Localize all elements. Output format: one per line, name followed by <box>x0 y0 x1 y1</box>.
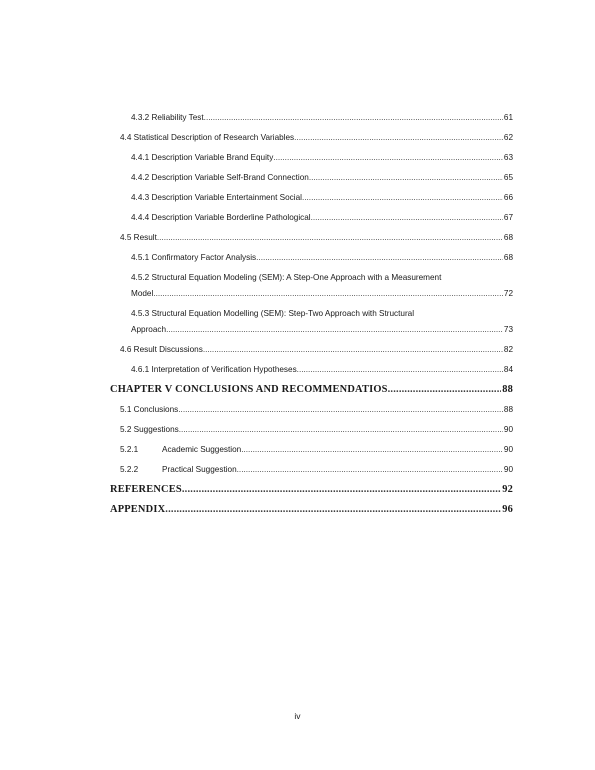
toc-entry[interactable] <box>110 108 513 128</box>
toc-entry-title: 4.3.2 Reliability Test <box>131 113 204 122</box>
dot-leader <box>179 420 503 440</box>
toc-entry-page: 66 <box>503 193 513 202</box>
toc-entry-page: 68 <box>503 233 513 242</box>
toc-entry-page: 88 <box>502 384 513 395</box>
toc-entry-title: 5.2 Suggestions <box>120 425 179 434</box>
toc-entry-page: 65 <box>503 173 513 182</box>
toc-entry-text: Academic Suggestion <box>162 445 242 454</box>
toc-entry-page: 88 <box>503 405 513 414</box>
toc-entry[interactable] <box>110 148 513 168</box>
toc-entry[interactable] <box>110 400 513 420</box>
dot-leader <box>157 228 503 248</box>
toc-entry-page: 96 <box>502 504 513 515</box>
dot-leader <box>178 400 503 420</box>
toc-entry-page: 90 <box>503 425 513 434</box>
dot-leader <box>237 460 503 480</box>
toc-entry-title: 4.4.2 Description Variable Self-Brand Connection <box>131 173 309 182</box>
toc-entry-page: 90 <box>503 445 513 454</box>
toc-entry-page: 63 <box>503 153 513 162</box>
toc-entry-text: Practical Suggestion <box>162 465 237 474</box>
table-of-contents <box>110 108 513 520</box>
toc-entry[interactable] <box>110 168 513 188</box>
toc-entry-title-line2: Model <box>131 289 154 298</box>
toc-entry-title: 4.4 Statistical Description of Research Variables <box>120 133 295 142</box>
toc-entry-page: 84 <box>503 365 513 374</box>
toc-entry-page: 62 <box>503 133 513 142</box>
toc-entry-title <box>120 460 237 480</box>
toc-entry-multiline[interactable] <box>110 304 513 340</box>
toc-entry[interactable] <box>110 360 513 380</box>
dot-leader <box>294 128 503 148</box>
toc-entry-number: 5.2.2 <box>120 465 139 474</box>
toc-entry-page: 72 <box>503 289 513 298</box>
toc-entry-title: REFERENCES <box>110 484 182 495</box>
toc-entry-title: 4.5.1 Confirmatory Factor Analysis <box>131 253 257 262</box>
page-number: iv <box>294 711 301 721</box>
dot-leader <box>309 168 503 188</box>
toc-entry-page: 68 <box>503 253 513 262</box>
toc-entry-page: 90 <box>503 465 513 474</box>
toc-entry[interactable] <box>110 248 513 268</box>
dot-leader <box>166 322 503 338</box>
dot-leader <box>204 108 503 128</box>
toc-entry[interactable] <box>110 460 513 480</box>
dot-leader <box>388 380 502 400</box>
toc-entry-page: 67 <box>503 213 513 222</box>
toc-entry-title-line2: Approach <box>131 325 167 334</box>
toc-entry[interactable] <box>110 340 513 360</box>
dot-leader <box>297 360 503 380</box>
toc-entry-number: 5.2.1 <box>120 445 139 454</box>
dot-leader <box>311 208 503 228</box>
toc-entry[interactable] <box>110 128 513 148</box>
toc-entry-title: 4.6.1 Interpretation of Verification Hypotheses <box>131 365 297 374</box>
toc-entry-title <box>120 440 241 460</box>
dot-leader <box>302 188 503 208</box>
toc-entry-page: 82 <box>503 345 513 354</box>
toc-entry-title: 4.4.3 Description Variable Entertainment Social <box>131 193 302 202</box>
toc-entry-title-line1: 4.5.3 Structural Equation Modelling (SEM): Step-Two Approach with Structural <box>131 309 415 318</box>
toc-entry-page: 73 <box>503 325 513 334</box>
toc-entry[interactable] <box>110 228 513 248</box>
dot-leader <box>153 286 503 302</box>
dot-leader <box>256 248 503 268</box>
toc-entry-title: 4.4.1 Description Variable Brand Equity <box>131 153 274 162</box>
toc-entry-page: 61 <box>503 113 513 122</box>
toc-chapter-entry[interactable] <box>110 480 513 500</box>
toc-chapter-entry[interactable] <box>110 500 513 520</box>
toc-entry-page: 92 <box>502 484 513 495</box>
toc-entry[interactable] <box>110 420 513 440</box>
toc-entry-title: 4.4.4 Description Variable Borderline Pathological <box>131 213 311 222</box>
toc-entry-title: CHAPTER V CONCLUSIONS AND RECOMMENDATIOS <box>110 384 388 395</box>
toc-entry-title-line1: 4.5.2 Structural Equation Modeling (SEM): A Step-One Approach with a Measurement <box>131 273 442 282</box>
toc-entry-multiline[interactable] <box>110 268 513 304</box>
toc-entry-line2 <box>131 322 513 338</box>
toc-entry[interactable] <box>110 208 513 228</box>
toc-entry-title: 5.1 Conclusions <box>120 405 179 414</box>
toc-entry-line2 <box>131 286 513 302</box>
dot-leader <box>203 340 503 360</box>
toc-chapter-entry[interactable] <box>110 380 513 400</box>
dot-leader <box>241 440 503 460</box>
toc-entry[interactable] <box>110 440 513 460</box>
toc-entry-title: APPENDIX <box>110 504 166 515</box>
toc-entry-title: 4.5 Result <box>120 233 157 242</box>
dot-leader <box>165 500 501 520</box>
dot-leader <box>273 148 503 168</box>
toc-entry[interactable] <box>110 188 513 208</box>
toc-entry-title: 4.6 Result Discussions <box>120 345 203 354</box>
dot-leader <box>182 480 501 500</box>
